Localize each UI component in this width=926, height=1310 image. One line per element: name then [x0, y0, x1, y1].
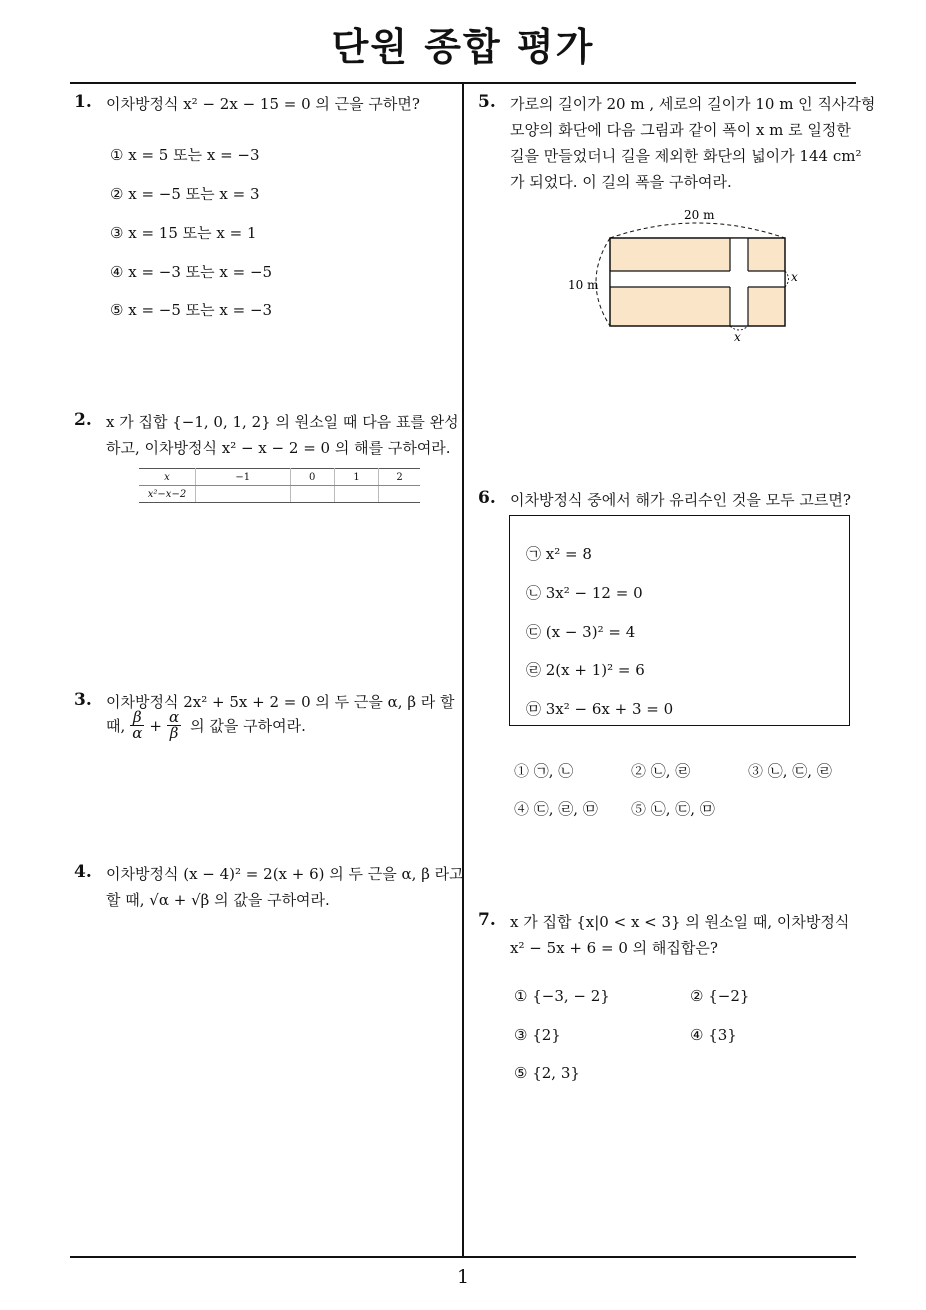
table-row	[139, 486, 420, 503]
choice-1[interactable]: ① {−3, − 2}	[514, 987, 610, 1005]
choice-1[interactable]: ① x = 5 또는 x = −3	[110, 146, 260, 164]
value-table	[139, 468, 420, 503]
table-row-label: x²−x−2	[139, 486, 196, 503]
question-number: 5.	[478, 92, 496, 112]
question-text: 이차방정식 x² − 2x − 15 = 0 의 근을 구하면?	[106, 95, 420, 113]
question-text: 이차방정식 중에서 해가 유리수인 것을 모두 고르면?	[510, 491, 851, 509]
path-width-label-bottom: x	[734, 330, 741, 344]
question-text-line-1: x 가 집합 {−1, 0, 1, 2} 의 원소일 때 다음 표를 완성	[106, 413, 459, 431]
question-text-line-4: 가 되었다. 이 길의 폭을 구하여라.	[510, 173, 732, 191]
question-text-line-3: 길을 만들었더니 길을 제외한 화단의 넓이가 144 cm²	[510, 147, 862, 165]
text-prefix: 때,	[106, 716, 126, 735]
horizontal-path	[610, 271, 785, 287]
path-width-label-right: x	[791, 270, 798, 284]
box-item-2: ㉡ 3x² − 12 = 0	[526, 584, 643, 602]
answer-cell[interactable]	[196, 486, 291, 503]
choice-3[interactable]: ③ ㉡, ㉢, ㉣	[748, 762, 832, 780]
choice-2[interactable]: ② x = −5 또는 x = 3	[110, 185, 260, 203]
question-number: 2.	[74, 410, 92, 430]
text-suffix: 의 값을 구하여라.	[190, 716, 306, 735]
box-item-4: ㉣ 2(x + 1)² = 6	[526, 661, 645, 679]
table-header-cell: 0	[290, 469, 334, 486]
question-text-line-2: 모양의 화단에 다음 그림과 같이 폭이 x m 로 일정한	[510, 121, 851, 139]
choice-5[interactable]: ⑤ {2, 3}	[514, 1064, 580, 1082]
page-number: 1	[456, 1266, 470, 1288]
answer-cell[interactable]	[334, 486, 378, 503]
answer-cell[interactable]	[290, 486, 334, 503]
numerator: β	[130, 710, 144, 726]
question-text-line-1: 가로의 길이가 20 m , 세로의 길이가 10 m 인 직사각형	[510, 95, 876, 113]
page-title: 단원 종합 평가	[331, 25, 595, 69]
height-label: 10 m	[568, 278, 599, 292]
choice-5[interactable]: ⑤ x = −5 또는 x = −3	[110, 301, 273, 319]
fraction-beta-over-alpha	[130, 710, 144, 741]
numerator: α	[168, 708, 180, 726]
question-number: 1.	[74, 92, 92, 112]
denominator: β	[169, 724, 179, 742]
box-item-3: ㉢ (x − 3)² = 4	[526, 623, 636, 641]
garden-diagram	[560, 200, 820, 350]
question-number: 7.	[478, 910, 496, 930]
question-text-line-1: 이차방정식 (x − 4)² = 2(x + 6) 의 두 근을 α, β 라고	[106, 865, 464, 883]
box-item-1: ㉠ x² = 8	[526, 545, 592, 563]
question-text-line-2	[106, 710, 306, 741]
box-item-5: ㉤ 3x² − 6x + 3 = 0	[526, 700, 674, 718]
width-label: 20 m	[684, 208, 715, 222]
choice-3[interactable]: ③ x = 15 또는 x = 1	[110, 224, 257, 242]
table-header-cell: 2	[379, 469, 420, 486]
choice-5[interactable]: ⑤ ㉡, ㉢, ㉤	[631, 800, 715, 818]
table-row	[139, 469, 420, 486]
question-number: 4.	[74, 862, 92, 882]
question-text-line-1: x 가 집합 {x|0 < x < 3} 의 원소일 때, 이차방정식	[510, 913, 850, 931]
choice-4[interactable]: ④ ㉢, ㉣, ㉤	[514, 800, 598, 818]
choice-3[interactable]: ③ {2}	[514, 1026, 561, 1044]
question-text-line-1: 이차방정식 2x² + 5x + 2 = 0 의 두 근을 α, β 라 할	[106, 693, 455, 711]
table-header-cell: −1	[196, 469, 291, 486]
bottom-rule	[70, 1256, 856, 1258]
width-dimension-arc	[610, 223, 785, 238]
plus-sign: +	[149, 716, 162, 735]
choice-1[interactable]: ① ㉠, ㉡	[514, 762, 574, 780]
question-text-line-2: x² − 5x + 6 = 0 의 해집합은?	[510, 939, 718, 957]
answer-cell[interactable]	[379, 486, 420, 503]
question-text-line-2: 하고, 이차방정식 x² − x − 2 = 0 의 해를 구하여라.	[106, 439, 451, 457]
question-text-line-2: 할 때, √α + √β 의 값을 구하여라.	[106, 891, 330, 909]
question-number: 3.	[74, 690, 92, 710]
choice-2[interactable]: ② {−2}	[690, 987, 750, 1005]
question-number: 6.	[478, 488, 496, 508]
denominator: α	[132, 724, 143, 742]
choice-2[interactable]: ② ㉡, ㉣	[631, 762, 691, 780]
choice-4[interactable]: ④ x = −3 또는 x = −5	[110, 263, 273, 281]
table-header-cell: 1	[334, 469, 378, 486]
fraction-alpha-over-beta	[167, 710, 181, 741]
column-divider	[462, 83, 464, 1257]
table-header-cell: x	[139, 469, 196, 486]
choice-4[interactable]: ④ {3}	[690, 1026, 737, 1044]
